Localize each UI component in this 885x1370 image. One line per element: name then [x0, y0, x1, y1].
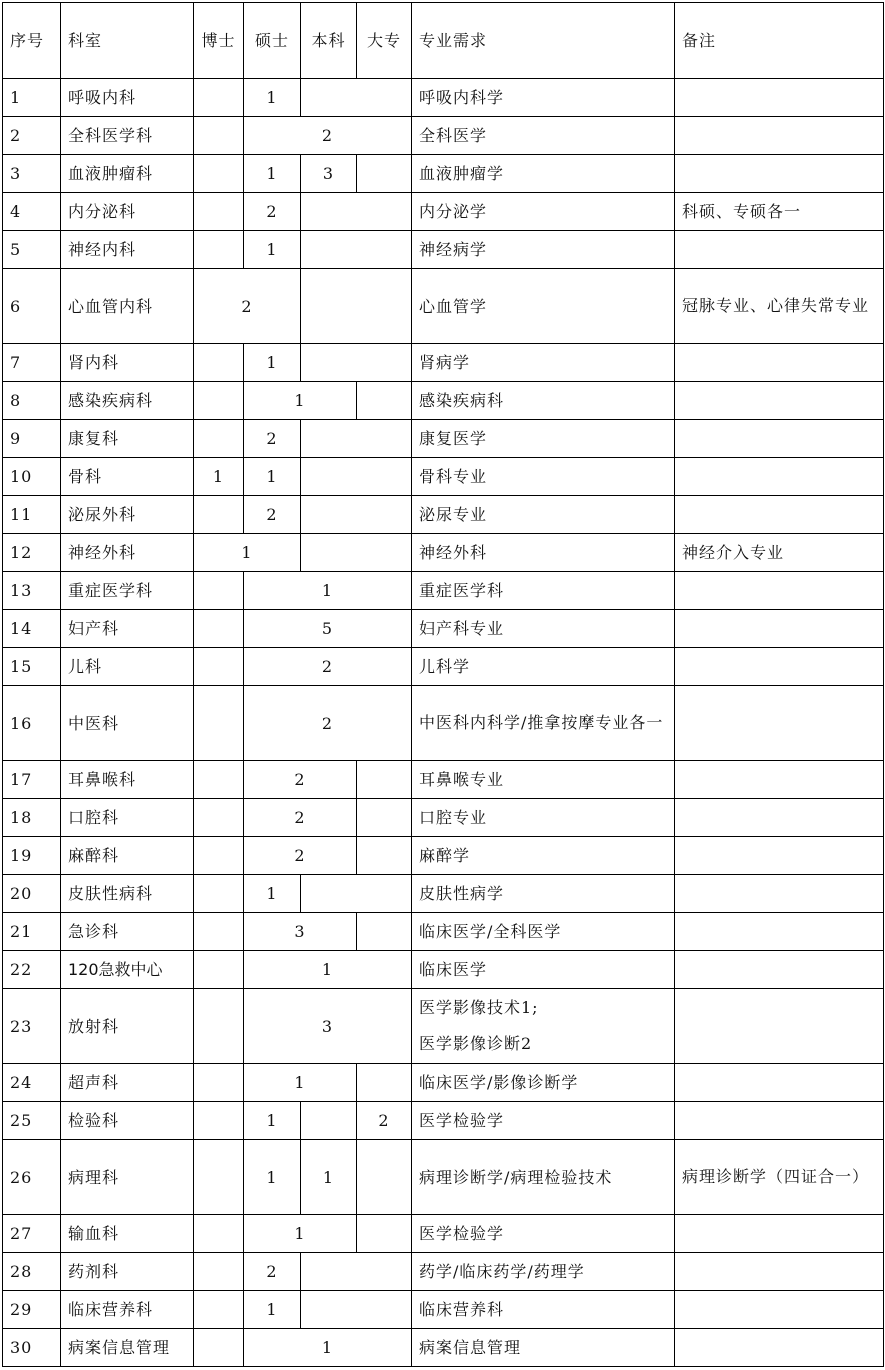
master-cell: 1 [244, 231, 301, 269]
phd-cell [194, 1291, 244, 1329]
header-college: 大专 [357, 3, 412, 79]
seq-cell: 20 [3, 875, 61, 913]
table-row [3, 79, 884, 117]
phd-cell [194, 344, 244, 382]
seq-cell: 22 [3, 951, 61, 989]
major-cell: 骨科专业 [412, 458, 675, 496]
major-cell: 全科医学 [412, 117, 675, 155]
major-cell [412, 989, 675, 1064]
major-cell: 中医科内科学/推拿按摩专业各一 [412, 686, 675, 761]
note-cell [675, 572, 884, 610]
major-cell: 血液肿瘤学 [412, 155, 675, 193]
table-row [3, 686, 884, 761]
table-row [3, 610, 884, 648]
seq-cell: 11 [3, 496, 61, 534]
master-cell: 1 [244, 1291, 301, 1329]
seq-cell: 25 [3, 1102, 61, 1140]
major-cell: 泌尿专业 [412, 496, 675, 534]
phd-cell [194, 1215, 244, 1253]
college-cell [357, 799, 412, 837]
table-row [3, 913, 884, 951]
table-row [3, 382, 884, 420]
major-cell: 临床医学 [412, 951, 675, 989]
table-row [3, 989, 884, 1064]
dept-cell: 骨科 [61, 458, 194, 496]
major-cell: 重症医学科 [412, 572, 675, 610]
note-cell [675, 1102, 884, 1140]
header-dept: 科室 [61, 3, 194, 79]
table-row [3, 534, 884, 572]
phd-cell [194, 117, 244, 155]
dept-cell: 超声科 [61, 1064, 194, 1102]
major-line: 医学影像技术1; [419, 998, 539, 1017]
dept-cell: 内分泌科 [61, 193, 194, 231]
college-cell [357, 1140, 412, 1215]
phd-cell [194, 1102, 244, 1140]
dept-cell: 重症医学科 [61, 572, 194, 610]
seq-cell: 4 [3, 193, 61, 231]
seq-cell: 10 [3, 458, 61, 496]
seq-cell: 12 [3, 534, 61, 572]
note-cell [675, 117, 884, 155]
note-cell [675, 686, 884, 761]
bachelor-college-cell [301, 193, 412, 231]
seq-cell: 23 [3, 989, 61, 1064]
major-cell: 肾病学 [412, 344, 675, 382]
seq-cell: 2 [3, 117, 61, 155]
quota-cell: 5 [244, 610, 412, 648]
dept-cell: 全科医学科 [61, 117, 194, 155]
quota-cell: 1 [244, 1329, 412, 1367]
note-cell [675, 496, 884, 534]
phd-cell [194, 231, 244, 269]
master-cell: 2 [244, 420, 301, 458]
college-cell: 2 [357, 1102, 412, 1140]
table-row [3, 1215, 884, 1253]
bachelor-college-cell [301, 875, 412, 913]
note-cell [675, 1291, 884, 1329]
note-cell [675, 79, 884, 117]
seq-cell: 19 [3, 837, 61, 875]
bachelor-college-cell [301, 231, 412, 269]
dept-cell: 临床营养科 [61, 1291, 194, 1329]
phd-cell [194, 610, 244, 648]
note-cell [675, 1329, 884, 1367]
table-row [3, 155, 884, 193]
dept-cell: 皮肤性病科 [61, 875, 194, 913]
master-cell: 1 [244, 1102, 301, 1140]
master-cell: 1 [244, 1140, 301, 1215]
dept-cell: 肾内科 [61, 344, 194, 382]
header-major: 专业需求 [412, 3, 675, 79]
seq-cell: 14 [3, 610, 61, 648]
table-row [3, 269, 884, 344]
bachelor-cell: 3 [301, 155, 357, 193]
major-cell: 病案信息管理 [412, 1329, 675, 1367]
recruitment-table [2, 2, 884, 1367]
seq-cell: 13 [3, 572, 61, 610]
phd-cell [194, 648, 244, 686]
table-row [3, 1253, 884, 1291]
phd-cell [194, 875, 244, 913]
note-cell [675, 799, 884, 837]
table-row [3, 875, 884, 913]
dept-cell: 呼吸内科 [61, 79, 194, 117]
phd-cell [194, 155, 244, 193]
note-cell [675, 1253, 884, 1291]
phd-master-cell: 1 [194, 534, 301, 572]
note-cell [675, 875, 884, 913]
master-cell: 1 [244, 875, 301, 913]
table-row [3, 761, 884, 799]
master-bachelor-cell: 1 [244, 382, 357, 420]
header-note: 备注 [675, 3, 884, 79]
phd-cell: 1 [194, 458, 244, 496]
note-cell [675, 610, 884, 648]
seq-cell: 8 [3, 382, 61, 420]
table-row [3, 1329, 884, 1367]
header-master: 硕士 [244, 3, 301, 79]
phd-master-cell: 2 [194, 269, 301, 344]
dept-cell: 检验科 [61, 1102, 194, 1140]
note-cell [675, 989, 884, 1064]
header-seq: 序号 [3, 3, 61, 79]
master-bachelor-cell: 3 [244, 913, 357, 951]
phd-cell [194, 686, 244, 761]
table-row [3, 837, 884, 875]
phd-cell [194, 496, 244, 534]
dept-cell: 病案信息管理 [61, 1329, 194, 1367]
college-cell [357, 155, 412, 193]
table-row [3, 1140, 884, 1215]
header-bachelor: 本科 [301, 3, 357, 79]
major-cell: 药学/临床药学/药理学 [412, 1253, 675, 1291]
master-cell: 1 [244, 155, 301, 193]
dept-cell: 120急救中心 [61, 951, 194, 989]
master-cell: 1 [244, 458, 301, 496]
major-cell: 临床营养科 [412, 1291, 675, 1329]
bachelor-college-cell [301, 420, 412, 458]
college-cell [357, 761, 412, 799]
header-row [3, 3, 884, 79]
seq-cell: 9 [3, 420, 61, 458]
bachelor-college-cell [301, 269, 412, 344]
dept-cell: 中医科 [61, 686, 194, 761]
college-cell [357, 1064, 412, 1102]
dept-cell: 病理科 [61, 1140, 194, 1215]
seq-cell: 6 [3, 269, 61, 344]
bachelor-college-cell [301, 79, 412, 117]
master-cell: 2 [244, 193, 301, 231]
master-bachelor-cell: 2 [244, 761, 357, 799]
table-row [3, 572, 884, 610]
major-cell: 临床医学/影像诊断学 [412, 1064, 675, 1102]
seq-cell: 1 [3, 79, 61, 117]
phd-cell [194, 989, 244, 1064]
major-cell: 口腔专业 [412, 799, 675, 837]
note-cell: 病理诊断学（四证合一） [675, 1140, 884, 1215]
table-row [3, 117, 884, 155]
major-cell: 内分泌学 [412, 193, 675, 231]
bachelor-college-cell [301, 1253, 412, 1291]
major-cell: 感染疾病科 [412, 382, 675, 420]
college-cell [357, 382, 412, 420]
bachelor-cell [301, 1102, 357, 1140]
seq-cell: 28 [3, 1253, 61, 1291]
note-cell [675, 1064, 884, 1102]
major-cell: 医学检验学 [412, 1102, 675, 1140]
quota-cell: 3 [244, 989, 412, 1064]
quota-cell: 1 [244, 572, 412, 610]
bachelor-college-cell [301, 496, 412, 534]
seq-cell: 29 [3, 1291, 61, 1329]
bachelor-cell: 1 [301, 1140, 357, 1215]
phd-cell [194, 1140, 244, 1215]
note-cell [675, 1215, 884, 1253]
college-cell [357, 837, 412, 875]
table-row [3, 799, 884, 837]
major-cell: 医学检验学 [412, 1215, 675, 1253]
phd-cell [194, 382, 244, 420]
table-row [3, 1064, 884, 1102]
dept-cell: 感染疾病科 [61, 382, 194, 420]
table-row [3, 1291, 884, 1329]
dept-cell: 麻醉科 [61, 837, 194, 875]
bachelor-college-cell [301, 534, 412, 572]
master-bachelor-cell: 2 [244, 799, 357, 837]
phd-cell [194, 761, 244, 799]
major-cell: 呼吸内科学 [412, 79, 675, 117]
seq-cell: 24 [3, 1064, 61, 1102]
major-cell: 临床医学/全科医学 [412, 913, 675, 951]
dept-cell: 药剂科 [61, 1253, 194, 1291]
major-cell: 耳鼻喉专业 [412, 761, 675, 799]
quota-cell: 2 [244, 648, 412, 686]
table-row [3, 1102, 884, 1140]
note-cell [675, 648, 884, 686]
major-cell: 心血管学 [412, 269, 675, 344]
dept-cell: 输血科 [61, 1215, 194, 1253]
phd-cell [194, 1253, 244, 1291]
dept-cell: 放射科 [61, 989, 194, 1064]
seq-cell: 3 [3, 155, 61, 193]
phd-cell [194, 572, 244, 610]
phd-cell [194, 79, 244, 117]
note-cell [675, 382, 884, 420]
phd-cell [194, 799, 244, 837]
note-cell: 冠脉专业、心律失常专业 [675, 269, 884, 344]
note-cell: 神经介入专业 [675, 534, 884, 572]
seq-cell: 27 [3, 1215, 61, 1253]
dept-cell: 口腔科 [61, 799, 194, 837]
table-row [3, 496, 884, 534]
phd-cell [194, 420, 244, 458]
major-cell: 病理诊断学/病理检验技术 [412, 1140, 675, 1215]
major-line: 医学影像诊断2 [419, 1034, 533, 1053]
major-cell: 皮肤性病学 [412, 875, 675, 913]
master-cell: 1 [244, 344, 301, 382]
major-cell: 神经病学 [412, 231, 675, 269]
master-bachelor-cell: 1 [244, 1064, 357, 1102]
seq-cell: 7 [3, 344, 61, 382]
note-cell [675, 913, 884, 951]
note-cell [675, 155, 884, 193]
major-cell: 康复医学 [412, 420, 675, 458]
note-cell [675, 231, 884, 269]
bachelor-college-cell [301, 344, 412, 382]
note-cell [675, 951, 884, 989]
phd-cell [194, 837, 244, 875]
dept-cell: 心血管内科 [61, 269, 194, 344]
dept-cell: 妇产科 [61, 610, 194, 648]
phd-cell [194, 1064, 244, 1102]
master-bachelor-cell: 1 [244, 1215, 357, 1253]
note-cell [675, 761, 884, 799]
major-cell: 神经外科 [412, 534, 675, 572]
phd-cell [194, 193, 244, 231]
major-cell: 妇产科专业 [412, 610, 675, 648]
table-row [3, 648, 884, 686]
college-cell [357, 913, 412, 951]
table-row [3, 951, 884, 989]
phd-cell [194, 1329, 244, 1367]
seq-cell: 17 [3, 761, 61, 799]
phd-cell [194, 951, 244, 989]
quota-cell: 2 [244, 686, 412, 761]
seq-cell: 15 [3, 648, 61, 686]
seq-cell: 18 [3, 799, 61, 837]
table-row [3, 458, 884, 496]
dept-cell: 神经内科 [61, 231, 194, 269]
seq-cell: 26 [3, 1140, 61, 1215]
dept-cell: 神经外科 [61, 534, 194, 572]
dept-cell: 血液肿瘤科 [61, 155, 194, 193]
master-cell: 2 [244, 496, 301, 534]
table-row [3, 344, 884, 382]
note-cell [675, 420, 884, 458]
table-row [3, 231, 884, 269]
bachelor-college-cell [301, 458, 412, 496]
master-cell: 2 [244, 1253, 301, 1291]
dept-cell: 耳鼻喉科 [61, 761, 194, 799]
master-cell: 1 [244, 79, 301, 117]
dept-cell: 康复科 [61, 420, 194, 458]
seq-cell: 5 [3, 231, 61, 269]
dept-cell: 泌尿外科 [61, 496, 194, 534]
table-row [3, 420, 884, 458]
seq-cell: 30 [3, 1329, 61, 1367]
note-cell: 科硕、专硕各一 [675, 193, 884, 231]
seq-cell: 16 [3, 686, 61, 761]
header-phd: 博士 [194, 3, 244, 79]
quota-cell: 2 [244, 117, 412, 155]
major-cell: 麻醉学 [412, 837, 675, 875]
seq-cell: 21 [3, 913, 61, 951]
bachelor-college-cell [301, 1291, 412, 1329]
table-row [3, 193, 884, 231]
note-cell [675, 837, 884, 875]
college-cell [357, 1215, 412, 1253]
major-cell: 儿科学 [412, 648, 675, 686]
note-cell [675, 458, 884, 496]
note-cell [675, 344, 884, 382]
phd-cell [194, 913, 244, 951]
quota-cell: 1 [244, 951, 412, 989]
master-bachelor-cell: 2 [244, 837, 357, 875]
dept-cell: 儿科 [61, 648, 194, 686]
dept-cell: 急诊科 [61, 913, 194, 951]
